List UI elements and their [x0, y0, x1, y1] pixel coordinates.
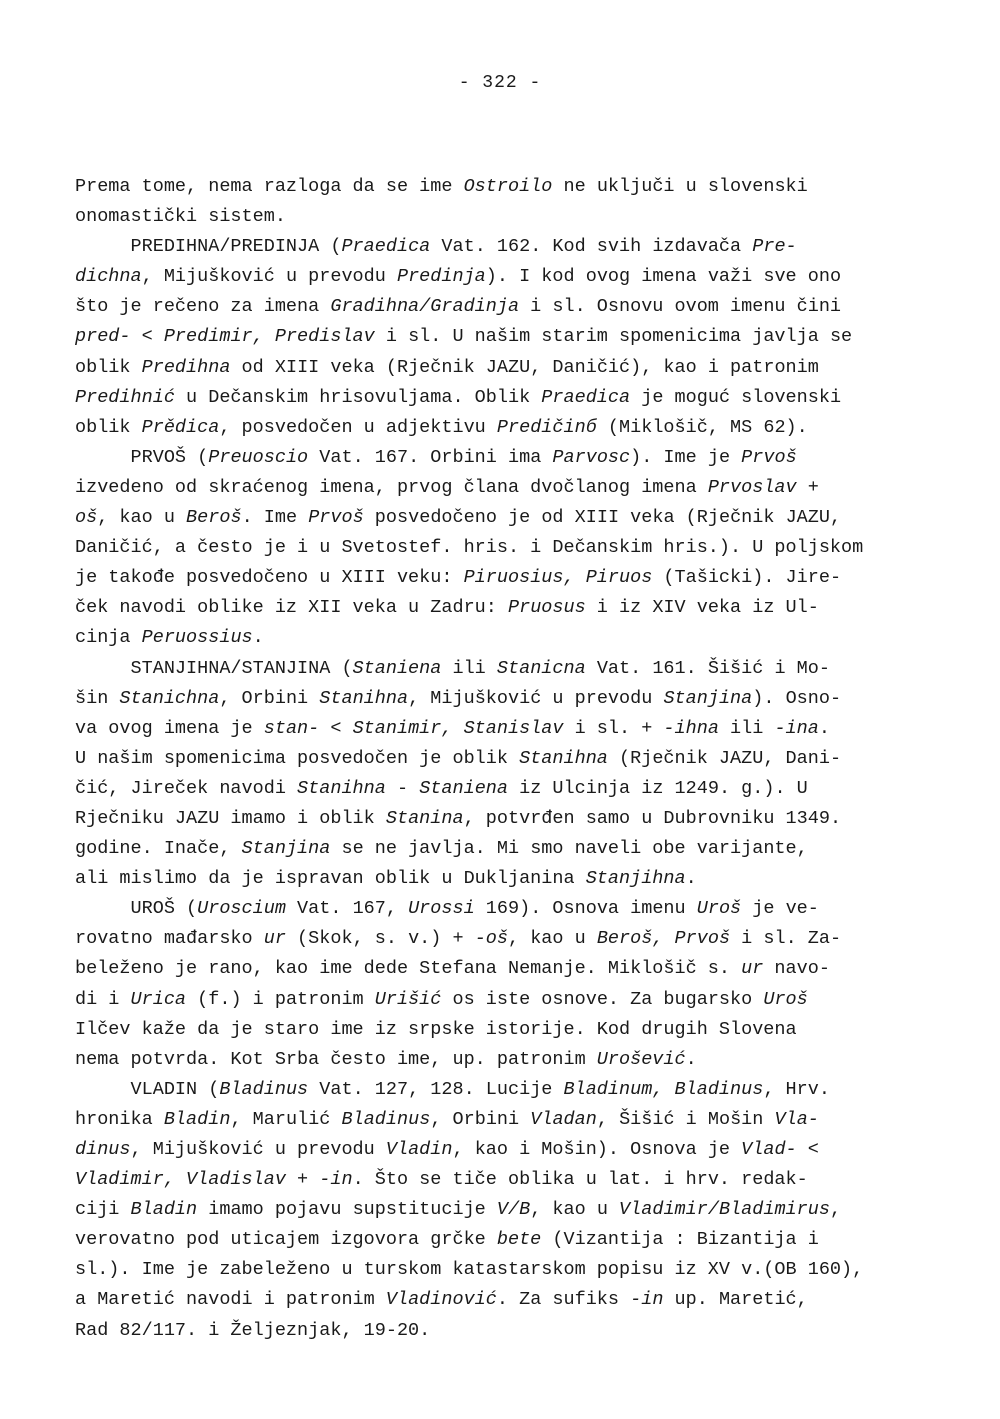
- text-run: verovatno pod uticajem izgovora grčke: [75, 1229, 497, 1251]
- text-run: .: [818, 717, 830, 739]
- italic-term: Predihnić: [75, 386, 175, 408]
- text-run: u Dečanskim hrisovuljama. Oblik: [174, 386, 542, 408]
- text-run: Prema tome, nema razloga da se ime: [75, 176, 464, 197]
- italic-term: Stanihna: [519, 747, 608, 769]
- text-run: <: [130, 326, 164, 348]
- text-line: [75, 684, 935, 714]
- text-run: i sl. Za-: [730, 928, 842, 950]
- text-run: oblik: [75, 356, 142, 378]
- italic-term: Stanihna: [297, 777, 386, 799]
- text-run: izvedeno od skraćenog imena, prvog člana dvočlanog imena: [75, 476, 708, 498]
- text-run: -: [385, 777, 420, 799]
- italic-term: Uroš: [763, 988, 808, 1010]
- text-run: STANJIHNA/STANJINA (: [75, 657, 353, 679]
- text-run: , kao i Mošin). Osnova je: [452, 1139, 742, 1160]
- text-line: [75, 292, 935, 322]
- italic-term: oš: [75, 507, 98, 529]
- text-run: onomastički sistem.: [75, 206, 286, 228]
- text-line: [75, 834, 935, 864]
- text-line: [75, 1285, 935, 1315]
- text-line: [75, 533, 935, 563]
- text-run: . Ime: [241, 507, 309, 529]
- text-line: [75, 1045, 935, 1075]
- text-run: što je rečeno za imena: [75, 296, 331, 318]
- text-run: , Hrv.: [763, 1078, 830, 1100]
- text-run: , kao u: [97, 507, 187, 529]
- italic-term: -in: [319, 1169, 353, 1191]
- text-run: PREDIHNA/PREDINJA (: [75, 236, 342, 258]
- italic-term: -ihna: [663, 717, 719, 739]
- italic-term: Pruosus: [507, 597, 586, 619]
- text-run: iz Ulcinja iz 1249. g.). U: [508, 777, 808, 799]
- text-line: [75, 804, 935, 834]
- text-run: . Za sufiks: [496, 1289, 631, 1311]
- text-run: Rječniku JAZU imamo i oblik: [75, 807, 386, 829]
- text-run: Vat. 127, 128. Lucije: [308, 1078, 564, 1100]
- text-run: Daničić, a često je i u Svetostef. hris. i Dečanskim hris.). U poljskom: [75, 537, 864, 559]
- text-line: [75, 1075, 935, 1105]
- text-line: [75, 322, 935, 352]
- text-run: <: [319, 717, 353, 739]
- text-run: (Rječnik JAZU, Dani-: [607, 747, 842, 769]
- text-line: [75, 623, 935, 653]
- italic-term: Prvoslav: [707, 476, 797, 498]
- text-line: [75, 954, 935, 984]
- text-run: beleženo je rano, kao ime dede Stefana Nemanje. Miklošič s.: [75, 958, 742, 980]
- italic-term: Bladin: [130, 1199, 198, 1221]
- text-run: . Što se tiče oblika u lat. i hrv. redak-: [352, 1169, 808, 1191]
- italic-term: stan-: [263, 717, 320, 739]
- text-run: ali mislimo da je ispravan oblik u Dukljanina: [75, 868, 586, 890]
- italic-term: Stanjihna: [585, 868, 686, 890]
- text-run: se ne javlja. Mi smo naveli obe varijante,: [330, 838, 808, 860]
- text-run: PRVOŠ (: [75, 446, 209, 468]
- text-line: [75, 1165, 935, 1195]
- text-line: [75, 202, 935, 232]
- text-run: od XIII veka (Rječnik JAZU, Daničić), kao i patronim: [230, 356, 819, 378]
- text-run: Vat. 161. Šišić i Mo-: [585, 657, 830, 679]
- italic-term: ur: [263, 928, 286, 950]
- text-run: čić, Jireček navodi: [75, 777, 298, 799]
- text-line: [75, 383, 935, 413]
- text-run: je moguć slovenski: [630, 386, 842, 408]
- italic-term: Bladinus: [341, 1108, 431, 1130]
- italic-term: Vladinović: [385, 1289, 497, 1311]
- italic-term: Predinja: [396, 266, 486, 288]
- text-line: [75, 1255, 935, 1285]
- italic-term: Vla-: [774, 1108, 819, 1130]
- text-run: ili: [718, 717, 775, 739]
- italic-term: Staniena: [419, 777, 509, 799]
- italic-term: Praedica: [341, 236, 431, 258]
- text-run: .: [685, 1048, 697, 1070]
- text-run: Vat. 167. Orbini ima: [308, 446, 553, 468]
- text-run: ,: [829, 1199, 842, 1221]
- text-run: rovatno mađarsko: [75, 928, 264, 950]
- italic-term: Stanicna: [496, 657, 586, 679]
- text-run: os iste osnove. Za bugarsko: [441, 988, 764, 1010]
- italic-term: Vladimir, Vladislav: [75, 1169, 286, 1191]
- italic-term: pred-: [75, 326, 131, 348]
- italic-term: Stanina: [385, 807, 464, 829]
- text-run: va ovog imena je: [75, 717, 264, 739]
- text-run: ili: [441, 657, 497, 679]
- text-run: (Skok, s. v.) +: [285, 928, 475, 950]
- italic-term: Stanimir, Stanislav: [352, 717, 564, 739]
- italic-term: Predičinб: [496, 416, 597, 438]
- text-line: [75, 1195, 935, 1225]
- text-run: +: [285, 1169, 320, 1191]
- italic-term: ur: [741, 958, 764, 980]
- text-run: , kao u: [508, 928, 597, 950]
- text-run: , Mijušković u prevodu: [141, 266, 397, 288]
- text-line: [75, 654, 935, 684]
- italic-term: Bladin: [163, 1108, 231, 1130]
- text-run: imamo pojavu supstitucije: [197, 1199, 497, 1221]
- italic-term: dinus: [75, 1139, 131, 1160]
- body-text: [75, 172, 935, 1346]
- italic-term: Bladinum, Bladinus: [563, 1078, 764, 1100]
- italic-term: Urišić: [374, 988, 442, 1010]
- italic-term: Uroscium: [197, 898, 286, 920]
- text-run: sl.). Ime je zabeleženo u turskom katastarskom popisu iz XV v.(OB 160),: [75, 1259, 864, 1281]
- italic-term: Uroš: [696, 898, 742, 920]
- italic-term: Beroš, Prvoš: [596, 928, 731, 950]
- text-run: (Tašicki). Jire-: [652, 567, 842, 589]
- text-line: [75, 714, 935, 744]
- page-number: - 322 -: [458, 73, 542, 93]
- italic-term: Pre-: [752, 236, 797, 258]
- italic-term: Praedica: [541, 386, 631, 408]
- text-run: i sl. U našim starim spomenicima javlja se: [374, 326, 853, 348]
- text-run: ciji: [75, 1199, 131, 1221]
- text-line: [75, 593, 935, 623]
- text-line: [75, 473, 935, 503]
- text-line: [75, 563, 935, 593]
- italic-term: Beroš: [186, 507, 242, 529]
- text-run: Rad 82/117. i Željeznjak, 19-20.: [75, 1319, 431, 1341]
- text-line: [75, 1135, 935, 1165]
- italic-term: Prvoš: [308, 507, 364, 529]
- text-run: +: [796, 476, 819, 498]
- text-line: [75, 1015, 935, 1045]
- italic-term: Piruosius, Piruos: [463, 567, 653, 589]
- text-line: [75, 232, 935, 262]
- text-run: Vat. 162. Kod svih izdavača: [430, 236, 753, 258]
- text-line: [75, 262, 935, 292]
- text-run: posvedočeno je od XIII veka (Rječnik JAZU,: [363, 507, 842, 529]
- text-run: 169). Osnova imenu: [474, 898, 697, 920]
- text-run: oblik: [75, 416, 142, 438]
- text-line: [75, 924, 935, 954]
- text-run: Vat. 167,: [285, 898, 409, 920]
- italic-term: Stanjina: [241, 838, 331, 860]
- italic-term: Gradihna/Gradinja: [330, 296, 520, 318]
- italic-term: Stanjina: [663, 687, 753, 709]
- italic-term: Staniena: [352, 657, 442, 679]
- text-run: ček navodi oblike iz XII veka u Zadru:: [75, 597, 508, 619]
- italic-term: V/B: [496, 1199, 531, 1221]
- text-run: ). I kod ovog imena važi sve ono: [485, 266, 842, 288]
- text-run: , Orbini: [430, 1108, 531, 1130]
- text-run: VLADIN (: [75, 1078, 220, 1100]
- text-line: [75, 774, 935, 804]
- text-run: šin: [75, 687, 120, 709]
- text-run: i sl. +: [563, 717, 664, 739]
- italic-term: -oš: [474, 928, 508, 950]
- text-run: .: [685, 868, 697, 890]
- text-run: , Mijušković u prevodu: [408, 687, 664, 709]
- italic-term: Vladin: [385, 1139, 453, 1160]
- text-run: hronika: [75, 1108, 164, 1130]
- text-line: [75, 503, 935, 533]
- text-run: di i: [75, 988, 131, 1010]
- text-run: UROŠ (: [75, 898, 198, 920]
- text-run: ). Ime je: [630, 446, 742, 468]
- text-run: <: [796, 1139, 819, 1160]
- text-run: i iz XIV veka iz Ul-: [585, 597, 819, 619]
- italic-term: Urossi: [408, 898, 475, 920]
- italic-term: Predihna: [141, 356, 231, 378]
- italic-term: Urošević: [596, 1048, 686, 1070]
- text-run: nema potvrda. Kot Srba često ime, up. patronim: [75, 1048, 597, 1070]
- italic-term: Vladan: [530, 1108, 597, 1130]
- text-run: U našim spomenicima posvedočen je oblik: [75, 747, 520, 769]
- text-run: , potvrđen samo u Dubrovniku 1349.: [463, 807, 842, 829]
- italic-term: dichna: [75, 266, 142, 288]
- text-run: .: [252, 627, 264, 649]
- italic-term: Bladinus: [219, 1078, 309, 1100]
- text-run: i sl. Osnovu ovom imenu čini: [519, 296, 842, 318]
- text-line: [75, 985, 935, 1015]
- italic-term: Prvoš: [741, 446, 797, 468]
- text-run: navo-: [763, 958, 830, 980]
- text-run: (Vizantija : Bizantija i: [541, 1229, 819, 1251]
- text-line: [75, 1316, 935, 1346]
- text-run: ). Osno-: [752, 687, 842, 709]
- text-line: [75, 864, 935, 894]
- italic-term: Urica: [130, 988, 187, 1010]
- text-run: ne uključi u slovenski: [552, 176, 808, 197]
- italic-term: Parvosc: [552, 446, 631, 468]
- text-line: [75, 353, 935, 383]
- text-run: up. Maretić,: [663, 1289, 808, 1311]
- italic-term: Preuoscio: [208, 446, 309, 468]
- text-run: , Orbini: [219, 687, 320, 709]
- text-run: je takođe posvedočeno u XIII veku:: [75, 567, 464, 589]
- text-run: , posvedočen u adjektivu: [219, 416, 497, 438]
- text-line: [75, 744, 935, 774]
- text-line: [75, 443, 935, 473]
- text-line: [75, 894, 935, 924]
- text-run: , Šišić i Mošin: [596, 1108, 775, 1130]
- text-run: , Mijušković u prevodu: [130, 1139, 386, 1160]
- text-line: [75, 1105, 935, 1135]
- text-run: cinja: [75, 627, 142, 649]
- text-run: Ilčev kaže da je staro ime iz srpske istorije. Kod drugih Slovena: [75, 1018, 797, 1040]
- italic-term: Stanihna: [319, 687, 409, 709]
- italic-term: Peruossius: [141, 627, 253, 649]
- text-run: , Marulić: [230, 1108, 342, 1130]
- text-run: godine. Inače,: [75, 838, 242, 860]
- italic-term: Predimir, Predislav: [163, 326, 375, 348]
- italic-term: Prědica: [141, 416, 220, 438]
- text-run: , kao u: [530, 1199, 620, 1221]
- italic-term: Vladimir/Bladimirus: [619, 1199, 830, 1221]
- text-run: (Miklošič, MS 62).: [596, 416, 808, 438]
- text-line: [75, 413, 935, 443]
- italic-term: -ina: [774, 717, 819, 739]
- text-run: a Maretić navodi i patronim: [75, 1289, 386, 1311]
- text-run: je ve-: [741, 898, 819, 920]
- text-line: [75, 1225, 935, 1255]
- italic-term: Stanichna: [119, 687, 220, 709]
- italic-term: Vlad-: [741, 1139, 797, 1160]
- text-line: [75, 172, 935, 202]
- italic-term: bete: [496, 1229, 542, 1251]
- italic-term: -in: [630, 1289, 664, 1311]
- italic-term: Ostroilo: [463, 176, 553, 197]
- text-run: (f.) i patronim: [186, 988, 375, 1010]
